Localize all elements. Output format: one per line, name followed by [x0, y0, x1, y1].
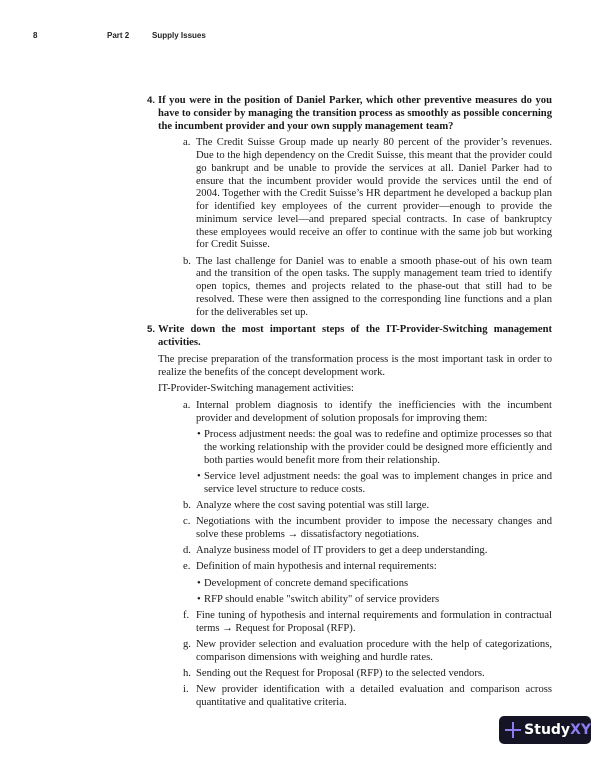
item-label: g.: [183, 639, 191, 650]
bullet-item: [147, 578, 552, 591]
list-item: [147, 610, 552, 636]
item-label: f.: [183, 610, 190, 621]
question-text: If you were in the position of Daniel Parker, which other preventive measures do you have to consider by managing the transition process as smoothly as possible concerning the incumbent provider and your own supply management team?: [158, 95, 552, 132]
bullet-icon: •: [197, 470, 201, 482]
list-item: [147, 639, 552, 665]
item-label: b.: [183, 255, 191, 267]
question-text: Write down the most important steps of the IT-Provider-Switching management activities.: [158, 324, 552, 348]
bullet-item: [147, 594, 552, 607]
bullet-text: RFP should enable "switch ability" of service providers: [204, 593, 440, 605]
logo-accent-text: XY: [570, 722, 591, 738]
item-label: i.: [183, 684, 189, 696]
bullet-text: Development of concrete demand specifications: [204, 577, 409, 589]
item-text: Negotiations with the incumbent provider to impose the necessary changes and solve these problems → dissatisfactory negotiations.: [196, 516, 552, 540]
list-item: [147, 561, 552, 574]
list-item: [147, 545, 552, 558]
bullet-icon: •: [197, 429, 201, 440]
page-body: [147, 95, 552, 713]
q5-answers: [147, 400, 552, 710]
item-text: Fine tuning of hypothesis and internal requirements and formulation in contractual terms → Request for Proposal (RFP).: [196, 610, 552, 634]
section-title: Supply Issues: [152, 31, 206, 40]
intro-paragraph: The precise preparation of the transformation process is the most important task in order to realize the benefits of the concept development work.: [158, 353, 552, 378]
list-item: [147, 668, 552, 681]
list-item: [147, 500, 552, 513]
list-title: IT-Provider-Switching management activities:: [158, 383, 354, 395]
item-text: Analyze business model of IT providers to get a deep understanding.: [196, 545, 488, 556]
item-text: Analyze where the cost saving potential was still large.: [196, 499, 430, 511]
list-item: [147, 400, 552, 426]
bullet-text: Process adjustment needs: the goal was to redefine and optimize processes so that the working relationship with the provider could be designed more efficiently and both parties would benefit more from their relationship.: [204, 429, 552, 466]
item-label: d.: [183, 545, 191, 556]
page-number: 8: [33, 31, 38, 40]
item-label: a.: [183, 137, 191, 149]
item-text: The last challenge for Daniel was to enable a smooth phase-out of his own team and the transition of the open tasks. The supply management team tried to identify open topics, themes and projects related to the phase-out that still had to be resolved. These were then assigned to the corresponding line functions and a plan for the deliverables set up.: [196, 255, 552, 318]
list-item: [147, 516, 552, 542]
item-text: Sending out the Request for Proposal (RFP) to the selected vendors.: [196, 668, 485, 679]
bullet-text: Service level adjustment needs: the goal was to implement changes in price and service level structure to reduce costs.: [204, 470, 552, 495]
item-text: Definition of main hypothesis and internal requirements:: [196, 561, 437, 573]
item-label: b.: [183, 499, 191, 511]
studyxy-logo[interactable]: [499, 716, 591, 744]
list-item: [147, 137, 552, 252]
item-text: Internal problem diagnosis to identify the inefficiencies with the incumbent provider and development of solution proposals for improving them:: [196, 400, 552, 424]
item-label: h.: [183, 668, 191, 679]
question-4: [147, 95, 552, 133]
bullet-item: [147, 429, 552, 467]
list-item: [147, 256, 552, 320]
item-text: The Credit Suisse Group made up nearly 80 percent of the provider’s revenues. Due to the high dependency on the Credit Suisse, this meant that the provider could go bankrupt and be unable to provide the services at all. Daniel Parker had to ensure that the incumbent provider would provide the services until the end of 2004. Together with the Credit Suisse’s HR department he developed a backup plan for identified key employees of the current provider—enough to provide the minimum service level—and prepared special contracts. In case of bankruptcy these employees would receive an offer to continue with the same job but working for Credit Suisse.: [196, 137, 552, 251]
bullet-item: [147, 471, 552, 497]
bullet-icon: •: [197, 577, 201, 589]
question-number: 5.: [147, 324, 156, 336]
plus-icon: [505, 722, 519, 738]
q4-answers: [147, 137, 552, 319]
item-label: c.: [183, 516, 191, 527]
item-label: a.: [183, 400, 191, 411]
bullet-icon: •: [197, 593, 201, 605]
question-5: [147, 324, 552, 350]
part-label: Part 2: [107, 31, 130, 40]
list-item: [147, 684, 552, 710]
item-label: e.: [183, 561, 191, 573]
logo-text: Study: [524, 722, 571, 738]
item-text: New provider identification with a detailed evaluation and comparison across quantitative and qualitative criteria.: [196, 684, 552, 708]
item-text: New provider selection and evaluation procedure with the help of categorizations, comparison dimensions with weighing and hurdle rates.: [196, 639, 552, 663]
question-number: 4.: [147, 95, 156, 106]
